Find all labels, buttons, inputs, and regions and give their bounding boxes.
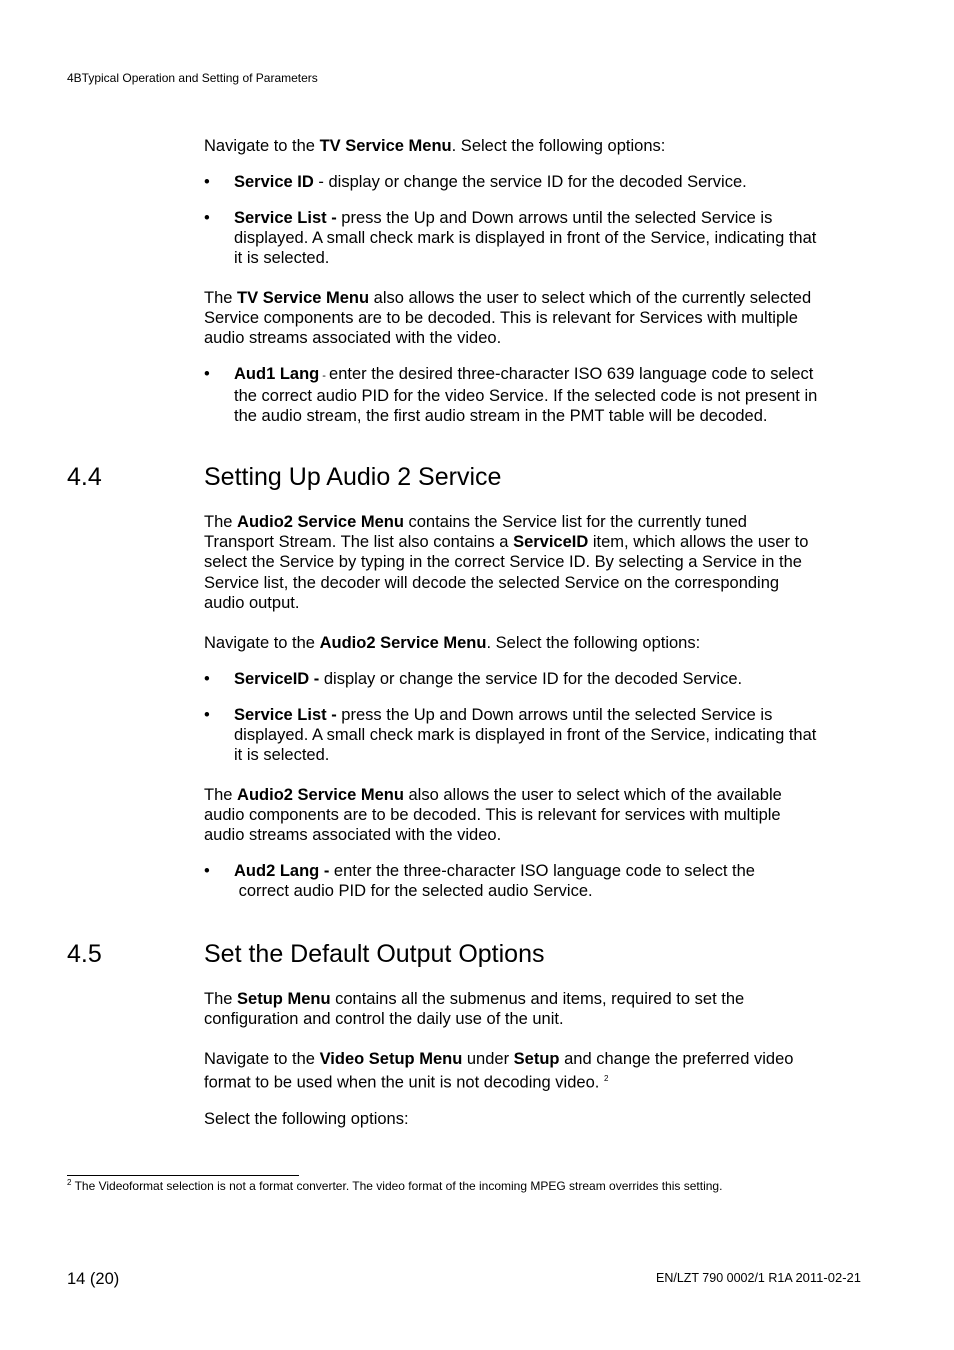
running-header: 4BTypical Operation and Setting of Parameters xyxy=(67,71,318,85)
audio2-nav-paragraph: Navigate to the Audio2 Service Menu. Select the following options: xyxy=(204,634,701,652)
video-setup-paragraph: Navigate to the Video Setup Menu under Setup and change the preferred video format to be used when the unit is not decoding video. $^2$ xyxy=(204,1050,794,1092)
page-number: 14 (20) xyxy=(67,1270,120,1288)
document-reference: EN/LZT 790 0002/1 R1A 2011-02-21 xyxy=(656,1270,861,1285)
tv-service-paragraph: The TV Service Menu also allows the user to select which of the currently selected Service components are to be decoded. This is relevant for Services with multiple audio streams associated with the video. xyxy=(204,289,812,348)
bullet-dot: • xyxy=(204,173,210,191)
bullet-dot: • xyxy=(204,209,210,227)
bullet-dot: • xyxy=(204,862,210,880)
select-options-paragraph: Select the following options: xyxy=(204,1110,409,1128)
footnote-divider xyxy=(67,1175,299,1176)
bullet-dot: • xyxy=(204,365,210,383)
setup-menu-paragraph: The Setup Menu contains all the submenus and items, required to set the configuration and control the daily use of the unit. xyxy=(204,990,745,1029)
footnote: $^2$ The Videoformat selection is not a format converter. The video format of the incoming MPEG stream overrides this setting. xyxy=(67,1178,723,1193)
footnote-reference[interactable]: 2 xyxy=(603,1074,609,1084)
audio2-intro-paragraph: The Audio2 Service Menu contains the Service list for the currently tuned Transport Stream. The list also contains a ServiceID item, which allows the user to select the Service by typing in the correct Service ID. By selecting a Service in the Service list, the decoder will decode the selected Service on the corresponding audio output. xyxy=(204,513,809,612)
bullet-dot: • xyxy=(204,670,210,688)
tv-nav-paragraph: Navigate to the TV Service Menu. Select the following options: xyxy=(204,137,666,155)
section-heading-4-4: 4.4 Setting Up Audio 2 Service xyxy=(67,463,502,491)
audio2-components-paragraph: The Audio2 Service Menu also allows the user to select which of the available audio components are to be decoded. This is relevant for services with multiple audio streams associated with the video. xyxy=(204,786,782,845)
bullet-dot: • xyxy=(204,706,210,724)
section-heading-4-5: 4.5 Set the Default Output Options xyxy=(67,940,545,968)
